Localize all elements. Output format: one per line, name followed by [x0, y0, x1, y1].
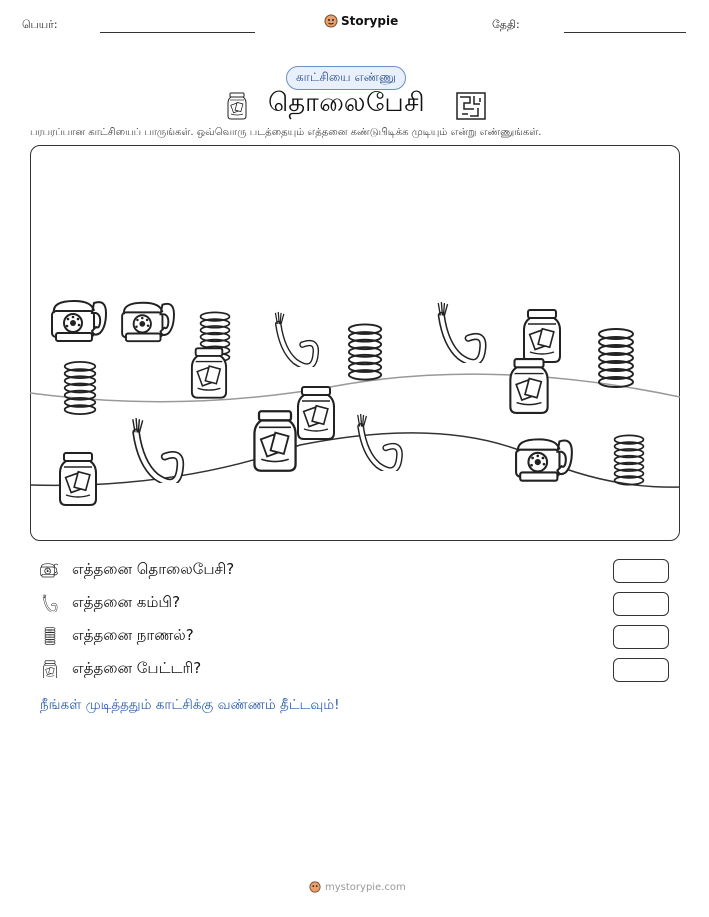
page-title: தொலைபேசி: [268, 88, 426, 118]
scene-battery-1: [191, 348, 225, 397]
spring-icon: [40, 627, 58, 645]
scene-spring-4: [64, 361, 95, 413]
name-label: பெயர்:: [22, 18, 58, 31]
question-telephone-text: எத்தனை தொலைபேசி?: [72, 560, 235, 578]
question-wire-text: எத்தனை கம்பி?: [72, 593, 181, 611]
scene-illustration: [30, 145, 680, 541]
battery-icon: [40, 660, 58, 678]
maze-icon: [456, 92, 486, 120]
scene-wire-2: [438, 302, 483, 362]
scene-wire-3: [132, 418, 180, 482]
scene-spring-2: [348, 324, 380, 379]
name-line[interactable]: [100, 32, 255, 33]
scene-battery-2: [524, 310, 560, 362]
brand-name: Storypie: [341, 14, 399, 28]
scene-battery-4: [298, 387, 334, 439]
answer-box-spring[interactable]: [613, 625, 669, 649]
scene-battery-5: [254, 411, 295, 470]
hill-line-front: [30, 432, 680, 486]
date-line[interactable]: [564, 32, 686, 33]
question-row-spring: [40, 626, 194, 646]
activity-pill: காட்சியை எண்ணு: [286, 66, 406, 90]
wire-icon: [40, 594, 58, 612]
instructions: பரபரப்பான காட்சியைப் பாருங்கள். ஒவ்வொரு படத்தையும் எத்தனை கண்டுபிடிக்க முடியும் என்று எண்ணுங்கள்.: [30, 127, 542, 138]
storypie-logo-icon: [324, 14, 338, 28]
footer: [309, 881, 406, 893]
scene-battery-3: [510, 359, 547, 413]
answer-box-battery[interactable]: [613, 658, 669, 682]
scene-panel: [30, 145, 680, 541]
footer-url[interactable]: mystorypie.com: [325, 881, 406, 893]
question-row-wire: [40, 593, 180, 613]
scene-spring-5: [614, 435, 643, 484]
scene-wire-1: [275, 311, 315, 366]
scene-wire-4: [357, 413, 399, 469]
answer-box-wire[interactable]: [613, 592, 669, 616]
question-row-telephone: [40, 560, 234, 580]
question-battery-text: எத்தனை பேட்டரி?: [72, 659, 202, 677]
coloring-note: நீங்கள் முடித்ததும் காட்சிக்கு வண்ணம் தீட்டவும்!: [40, 697, 340, 713]
battery-icon: [227, 92, 247, 120]
brand: [324, 14, 398, 28]
question-spring-text: எத்தனை நாணல்?: [72, 626, 194, 644]
answer-box-telephone[interactable]: [613, 559, 669, 583]
scene-battery-6: [60, 453, 96, 505]
scene-telephone-2: [122, 302, 174, 340]
scene-telephone-1: [52, 301, 106, 341]
date-label: தேதி:: [492, 18, 520, 31]
scene-spring-3: [599, 329, 633, 387]
telephone-icon: [40, 561, 58, 579]
question-row-battery: [40, 659, 201, 679]
scene-telephone-3: [516, 439, 572, 480]
storypie-footer-logo-icon: [309, 881, 321, 893]
